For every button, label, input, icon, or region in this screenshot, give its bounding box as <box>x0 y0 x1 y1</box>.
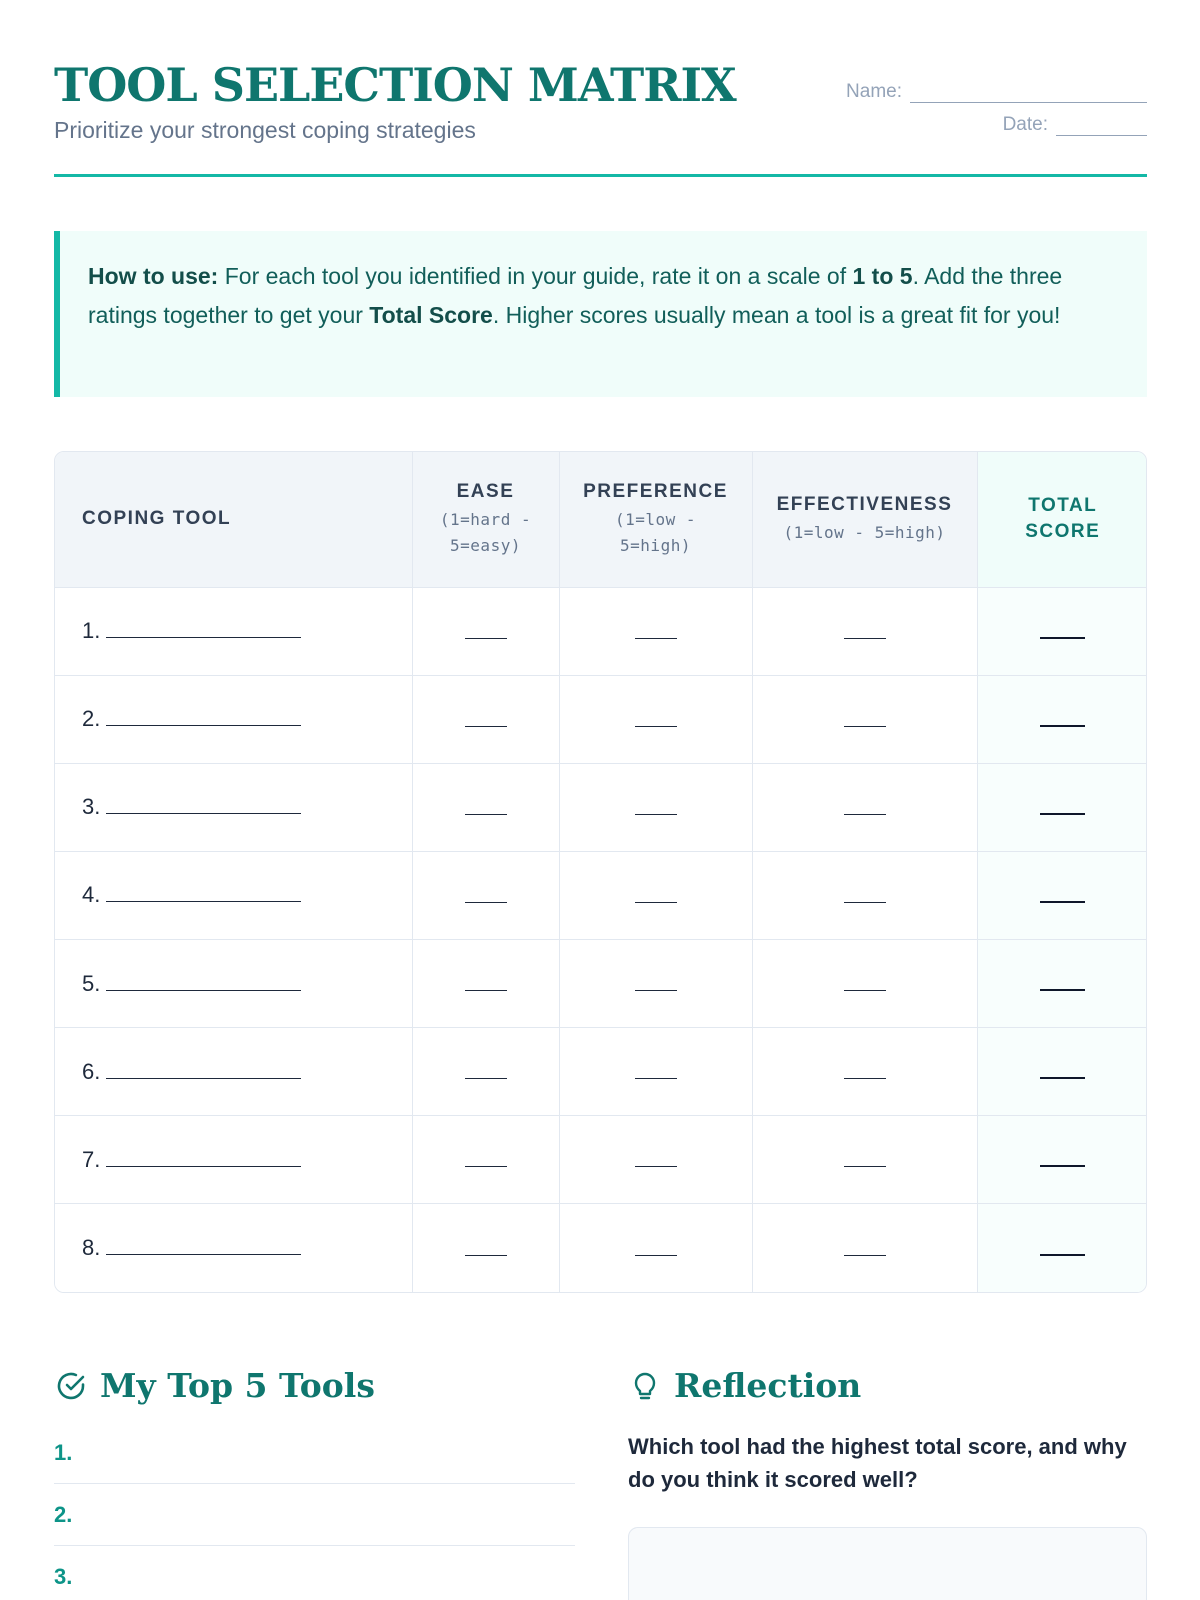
effectiveness-blank[interactable] <box>844 619 886 639</box>
total-blank[interactable] <box>1040 883 1085 903</box>
date-label: Date: <box>1002 114 1048 135</box>
row-number: 4. <box>82 882 101 908</box>
effectiveness-blank[interactable] <box>844 883 886 903</box>
effectiveness-blank[interactable] <box>844 1236 886 1256</box>
total-rating-cell[interactable] <box>977 1204 1147 1292</box>
effectiveness-blank[interactable] <box>844 707 886 727</box>
ease-blank[interactable] <box>465 971 507 991</box>
effectiveness-rating-cell[interactable] <box>752 1116 977 1204</box>
ease-rating-cell[interactable] <box>412 1116 559 1204</box>
effectiveness-blank[interactable] <box>844 1059 886 1079</box>
instructions-box <box>54 231 1147 397</box>
total-rating-cell[interactable] <box>977 1028 1147 1116</box>
ease-rating-cell[interactable] <box>412 587 559 675</box>
header-divider <box>54 174 1147 177</box>
table-row <box>55 675 1147 763</box>
preference-blank[interactable] <box>635 971 677 991</box>
instructions-text-2: . Add the three ratings together to get your <box>88 263 1063 328</box>
lightbulb-icon <box>628 1369 662 1403</box>
name-label: Name: <box>846 81 902 102</box>
ease-blank[interactable] <box>465 619 507 639</box>
tool-name-cell[interactable] <box>55 1116 412 1204</box>
table-row <box>55 1204 1147 1292</box>
ease-blank[interactable] <box>465 883 507 903</box>
ease-blank[interactable] <box>465 1147 507 1167</box>
total-blank[interactable] <box>1040 1236 1085 1256</box>
tool-name-blank[interactable] <box>106 1147 301 1167</box>
table-row <box>55 1116 1147 1204</box>
preference-blank[interactable] <box>635 883 677 903</box>
meta-fields <box>846 70 1147 136</box>
top-tools-title: My Top 5 Tools <box>100 1366 375 1405</box>
table-row <box>55 1028 1147 1116</box>
tool-name-cell[interactable] <box>55 675 412 763</box>
effectiveness-rating-cell[interactable] <box>752 763 977 851</box>
row-number: 3. <box>82 794 101 820</box>
col-header-effectiveness: EFFECTIVENESS (1=low - 5=high) <box>752 452 977 587</box>
instructions-total: Total Score <box>369 301 493 328</box>
top-tools-heading <box>54 1366 375 1405</box>
tool-name-cell[interactable] <box>55 587 412 675</box>
total-blank[interactable] <box>1040 619 1085 639</box>
preference-rating-cell[interactable] <box>559 1204 752 1292</box>
row-number: 1. <box>82 618 101 644</box>
tool-name-cell[interactable] <box>55 1204 412 1292</box>
preference-blank[interactable] <box>635 619 677 639</box>
tool-name-blank[interactable] <box>106 618 301 638</box>
effectiveness-blank[interactable] <box>844 971 886 991</box>
total-rating-cell[interactable] <box>977 851 1147 939</box>
preference-rating-cell[interactable] <box>559 851 752 939</box>
preference-blank[interactable] <box>635 1059 677 1079</box>
name-field[interactable] <box>846 70 1147 103</box>
total-blank[interactable] <box>1040 1059 1085 1079</box>
table-row <box>55 940 1147 1028</box>
tool-name-blank[interactable] <box>106 1235 301 1255</box>
top-tool-item[interactable]: 2. <box>54 1484 575 1546</box>
rating-table <box>54 451 1147 1293</box>
preference-blank[interactable] <box>635 1236 677 1256</box>
preference-blank[interactable] <box>635 795 677 815</box>
instructions-lead: How to use: <box>88 263 219 289</box>
col-header-total: TOTAL SCORE <box>977 452 1147 587</box>
col-header-preference: PREFERENCE (1=low - 5=high) <box>559 452 752 587</box>
reflection-title: Reflection <box>674 1366 862 1405</box>
worksheet-page <box>54 0 1147 1589</box>
tool-name-blank[interactable] <box>106 971 301 991</box>
effectiveness-blank[interactable] <box>844 795 886 815</box>
top-tools-list <box>54 1422 575 1600</box>
table-row <box>55 851 1147 939</box>
top-tool-item[interactable]: 1. <box>54 1422 575 1484</box>
tool-name-blank[interactable] <box>106 1059 301 1079</box>
preference-rating-cell[interactable] <box>559 1028 752 1116</box>
date-blank[interactable] <box>1056 116 1147 136</box>
preference-rating-cell[interactable] <box>559 940 752 1028</box>
total-blank[interactable] <box>1040 795 1085 815</box>
tool-name-cell[interactable] <box>55 851 412 939</box>
effectiveness-rating-cell[interactable] <box>752 587 977 675</box>
effectiveness-rating-cell[interactable] <box>752 675 977 763</box>
ease-rating-cell[interactable] <box>412 940 559 1028</box>
effectiveness-rating-cell[interactable] <box>752 1204 977 1292</box>
reflection-heading <box>628 1366 861 1405</box>
reflection-question: Which tool had the highest total score, and why do you think it scored well? <box>628 1434 1127 1492</box>
tool-name-cell[interactable] <box>55 940 412 1028</box>
col-header-tool: COPING TOOL <box>55 452 412 587</box>
ease-rating-cell[interactable] <box>412 1028 559 1116</box>
col-header-ease: EASE (1=hard - 5=easy) <box>412 452 559 587</box>
effectiveness-rating-cell[interactable] <box>752 940 977 1028</box>
instructions-text-3: . Higher scores usually mean a tool is a great fit for you! <box>492 301 1061 328</box>
top-tool-item[interactable]: 3. <box>54 1564 73 1589</box>
row-number: 7. <box>82 1146 101 1172</box>
ease-blank[interactable] <box>465 795 507 815</box>
total-rating-cell[interactable] <box>977 1116 1147 1204</box>
instructions-scale: 1 to 5 <box>852 263 913 289</box>
check-circle-icon <box>54 1369 88 1403</box>
tool-name-cell[interactable] <box>55 763 412 851</box>
total-blank[interactable] <box>1040 1147 1085 1167</box>
ease-rating-cell[interactable] <box>412 851 559 939</box>
page-title: TOOL SELECTION MATRIX <box>54 58 736 112</box>
page-subtitle: Prioritize your strongest coping strategies <box>54 117 476 143</box>
instructions-text-1: For each tool you identified in your guide, rate it on a scale of <box>218 263 853 289</box>
effectiveness-blank[interactable] <box>844 1147 886 1167</box>
ease-blank[interactable] <box>465 1236 507 1256</box>
preference-blank[interactable] <box>635 707 677 727</box>
preference-rating-cell[interactable] <box>559 587 752 675</box>
row-number: 8. <box>82 1235 101 1261</box>
total-rating-cell[interactable] <box>977 940 1147 1028</box>
ease-rating-cell[interactable] <box>412 1204 559 1292</box>
preference-rating-cell[interactable] <box>559 763 752 851</box>
page-header <box>54 0 1147 178</box>
total-rating-cell[interactable] <box>977 763 1147 851</box>
total-blank[interactable] <box>1040 971 1085 991</box>
ease-rating-cell[interactable] <box>412 675 559 763</box>
row-number: 6. <box>82 1058 101 1084</box>
row-number: 5. <box>82 970 101 996</box>
ease-blank[interactable] <box>465 707 507 727</box>
ease-blank[interactable] <box>465 1059 507 1079</box>
preference-rating-cell[interactable] <box>559 1116 752 1204</box>
tool-name-blank[interactable] <box>106 882 301 902</box>
name-blank[interactable] <box>910 83 1147 103</box>
table-header-row <box>55 452 1147 587</box>
tool-name-blank[interactable] <box>106 706 301 726</box>
date-field[interactable] <box>846 103 1147 136</box>
total-rating-cell[interactable] <box>977 587 1147 675</box>
row-number: 2. <box>82 706 101 732</box>
preference-blank[interactable] <box>635 1147 677 1167</box>
reflection-answer-box[interactable] <box>628 1527 1147 1600</box>
total-rating-cell[interactable] <box>977 675 1147 763</box>
effectiveness-rating-cell[interactable] <box>752 1028 977 1116</box>
table-row <box>55 587 1147 675</box>
ease-rating-cell[interactable] <box>412 763 559 851</box>
effectiveness-rating-cell[interactable] <box>752 851 977 939</box>
tool-name-blank[interactable] <box>106 794 301 814</box>
table-row <box>55 763 1147 851</box>
total-blank[interactable] <box>1040 707 1085 727</box>
tool-name-cell[interactable] <box>55 1028 412 1116</box>
preference-rating-cell[interactable] <box>559 675 752 763</box>
